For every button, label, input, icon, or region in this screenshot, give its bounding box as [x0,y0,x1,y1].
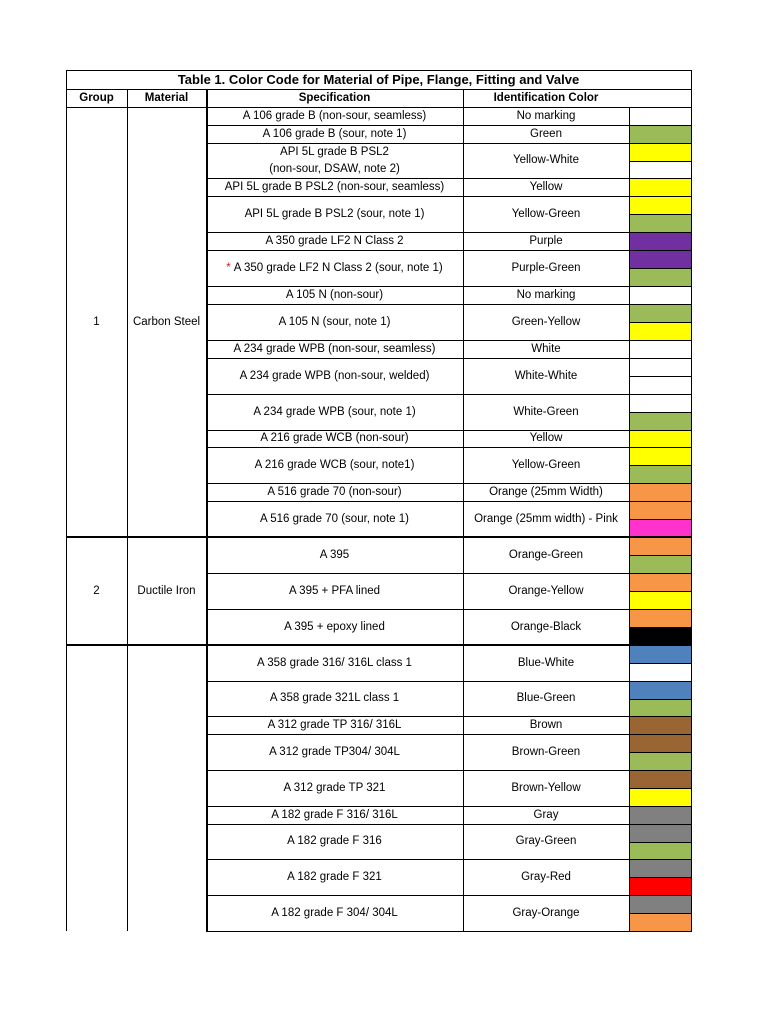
row-divider [206,573,691,574]
row-divider [206,734,691,735]
row-divider [206,824,691,825]
header-identification-color: Identification Color [493,92,599,104]
col-divider-spec [206,89,208,931]
identification-color-cell: Blue-Green [516,692,576,704]
color-swatch [629,447,691,465]
group-boundary-line [66,536,691,538]
identification-color-cell: Orange-Black [510,620,582,633]
specification-text: A 182 grade F 316/ 316L [271,808,398,821]
row-divider [206,501,691,502]
frame-left [66,70,67,931]
specification-cell [206,178,463,196]
specification-text: A 350 grade LF2 N Class 2 [265,234,404,247]
swatch-divider [629,412,691,413]
row-divider [206,716,691,717]
identification-color-cell: Gray-Red [521,870,571,883]
color-swatch [629,752,691,770]
specification-cell [206,609,463,645]
color-swatch [629,196,691,214]
swatch-divider [629,627,691,628]
specification-text: A 395 + epoxy lined [284,620,385,633]
identification-color-cell: Yellow-White [512,154,580,166]
row-divider [206,859,691,860]
color-swatch [629,573,691,591]
color-swatch [629,286,691,304]
specification-text: A 106 grade B (non-sour, seamless) [242,109,427,122]
identification-color-cell: Orange (25mm Width) [489,485,603,498]
identification-color-cell: Green [530,127,562,140]
specification-text: A 234 grade WPB (sour, note 1) [253,405,416,418]
specification-cell [206,483,463,501]
table-bottom [206,931,692,932]
swatch-divider [629,376,691,377]
color-swatch [629,107,691,125]
specification-cell [206,770,463,806]
row-divider [206,895,691,896]
color-swatch [629,465,691,483]
swatch-divider [629,465,691,466]
color-swatch [629,376,691,394]
row-divider [206,358,691,359]
color-swatch [629,842,691,859]
identification-color-cell: Purple-Green [511,261,581,274]
specification-cell [206,573,463,609]
color-swatch [629,214,691,232]
group-number-cell: 1 [93,315,100,328]
swatch-divider [629,913,691,914]
identification-color-cell: White-Green [513,405,579,418]
specification-cell [206,394,463,430]
identification-color-cell: Brown-Yellow [511,781,581,794]
group-number-cell [66,645,127,931]
specification-cell [206,447,463,483]
color-swatch [629,268,691,286]
swatch-divider [629,663,691,664]
row-divider [206,250,691,251]
header-material: Material [144,92,189,104]
color-swatch [629,913,691,931]
specification-cell [206,734,463,770]
note-star-mark: * [226,261,231,274]
specification-text: A 312 grade TP 321 [283,781,386,794]
color-swatch [629,161,691,178]
swatch-divider [629,161,691,162]
swatch-divider [629,555,691,556]
color-swatch [629,178,691,196]
identification-color-cell: Yellow [529,432,563,444]
specification-cell [206,250,463,286]
specification-text: A 358 grade 321L class 1 [269,692,400,704]
specification-text: A 106 grade B (sour, note 1) [262,127,407,140]
frame-top [66,70,692,71]
color-swatch [629,358,691,376]
color-swatch [629,699,691,716]
specification-text: API 5L grade B PSL2 (non-sour, seamless) [224,180,445,193]
swatch-divider [629,214,691,215]
color-swatch [629,340,691,358]
specification-cell [206,895,463,931]
specification-text: A 395 [319,548,350,561]
material-cell [127,645,206,931]
identification-color-cell: Green-Yellow [511,315,581,328]
color-swatch [629,806,691,824]
swatch-divider [629,591,691,592]
color-swatch [629,555,691,573]
specification-text: API 5L grade B PSL2 (sour, note 1) [244,207,425,220]
swatch-divider [629,268,691,269]
color-swatch [629,734,691,752]
row-divider [206,430,691,431]
color-swatch [629,537,691,555]
specification-text: A 216 grade WCB (non-sour) [260,432,409,444]
row-divider [206,394,691,395]
specification-cell [206,859,463,895]
header-group: Group [79,92,114,104]
identification-color-cell: Brown-Green [511,745,581,758]
specification-cell [206,232,463,250]
row-divider [206,483,691,484]
color-swatch [629,824,691,842]
identification-color-cell: No marking [516,288,576,301]
color-swatch [629,895,691,913]
specification-text: API 5L grade B PSL2 (non-sour, DSAW, note 2) [269,145,400,175]
specification-text: A 312 grade TP304/ 304L [269,745,400,758]
color-swatch [629,591,691,609]
col-divider-material [127,89,128,931]
color-swatch [629,304,691,322]
color-swatch [629,877,691,895]
identification-color-cell: Yellow-Green [511,207,581,220]
specification-text: A 182 grade F 321 [287,870,382,883]
material-cell: Carbon Steel [132,315,201,328]
specification-text: A 182 grade F 316 [287,835,382,847]
identification-color-cell: White [531,342,561,355]
row-divider [206,340,691,341]
color-swatch [629,483,691,501]
color-swatch [629,663,691,681]
specification-text: A 105 N (sour, note 1) [278,315,391,328]
swatch-divider [629,877,691,878]
specification-text: A 516 grade 70 (sour, note 1) [260,512,409,525]
row-divider [206,196,691,197]
specification-cell [206,358,463,394]
color-swatch [629,430,691,447]
swatch-divider [629,322,691,323]
color-swatch [629,412,691,430]
specification-cell [206,143,463,178]
col-divider-color [463,89,464,931]
color-swatch [629,322,691,340]
color-swatch [629,501,691,519]
color-swatch [629,125,691,143]
header-specification: Specification [298,92,371,104]
color-swatch [629,681,691,699]
identification-color-cell: Orange (25mm width) - Pink [474,512,618,525]
color-swatch [629,788,691,806]
identification-color-cell: Gray [533,808,559,821]
color-swatch [629,770,691,788]
identification-color-cell: Orange-Green [508,548,584,561]
specification-cell [206,107,463,125]
swatch-divider [629,752,691,753]
specification-text: A 234 grade WPB (non-sour, seamless) [233,342,436,355]
specification-text: A 516 grade 70 (non-sour) [267,485,402,498]
header-bottom [66,107,692,108]
row-divider [206,681,691,682]
col-divider-swatch [629,107,630,931]
table-title: Table 1. Color Code for Material of Pipe, Flange, Fitting and Valve [177,72,580,87]
specification-text: A 350 grade LF2 N Class 2 (sour, note 1) [233,261,443,274]
material-cell: Ductile Iron [137,584,196,597]
group-boundary-line [66,644,691,646]
specification-text: A 234 grade WPB (non-sour, welded) [239,369,430,382]
identification-color-cell: Blue-White [517,656,575,669]
specification-cell [206,681,463,716]
specification-text: A 216 grade WCB (sour, note1) [254,458,415,471]
row-divider [206,125,691,126]
identification-color-cell: Brown [529,718,563,731]
specification-cell [206,430,463,447]
row-divider [206,770,691,771]
color-swatch [629,250,691,268]
row-divider [206,286,691,287]
color-swatch [629,609,691,627]
color-swatch [629,394,691,412]
identification-color-cell: Gray-Green [515,835,577,847]
row-divider [206,232,691,233]
identification-color-cell: Purple [529,234,563,247]
swatch-divider [629,842,691,843]
specification-cell [206,196,463,232]
specification-text: A 105 N (non-sour) [285,288,384,301]
specification-text: A 312 grade TP 316/ 316L [267,718,402,731]
frame-right [691,70,692,932]
title-bottom [66,89,692,90]
row-divider [206,178,691,179]
specification-cell [206,286,463,304]
identification-color-cell: Yellow-Green [511,458,581,471]
specification-text: A 395 + PFA lined [288,584,381,597]
specification-cell [206,806,463,824]
specification-cell [206,304,463,340]
row-divider [206,806,691,807]
identification-color-cell: Orange-Yellow [508,584,584,597]
specification-cell [206,645,463,681]
specification-cell [206,501,463,537]
identification-color-cell: No marking [516,109,576,122]
specification-text: A 182 grade F 304/ 304L [271,906,398,919]
group-number-cell: 2 [93,584,100,597]
specification-cell [206,537,463,573]
identification-color-cell: White-White [514,369,578,382]
row-divider [206,609,691,610]
row-divider [206,143,691,144]
color-swatch [629,232,691,250]
swatch-divider [629,519,691,520]
specification-cell [206,716,463,734]
specification-text: A 358 grade 316/ 316L class 1 [257,656,412,669]
color-swatch [629,716,691,734]
color-swatch [629,519,691,537]
swatch-divider [629,699,691,700]
swatch-divider [629,788,691,789]
color-swatch [629,645,691,663]
identification-color-cell: Gray-Orange [512,906,580,919]
color-swatch [629,143,691,161]
color-swatch [629,859,691,877]
row-divider [206,304,691,305]
specification-cell [206,125,463,143]
color-swatch [629,627,691,645]
identification-color-cell: Yellow [529,180,563,193]
specification-cell [206,340,463,358]
specification-cell [206,824,463,859]
row-divider [206,447,691,448]
